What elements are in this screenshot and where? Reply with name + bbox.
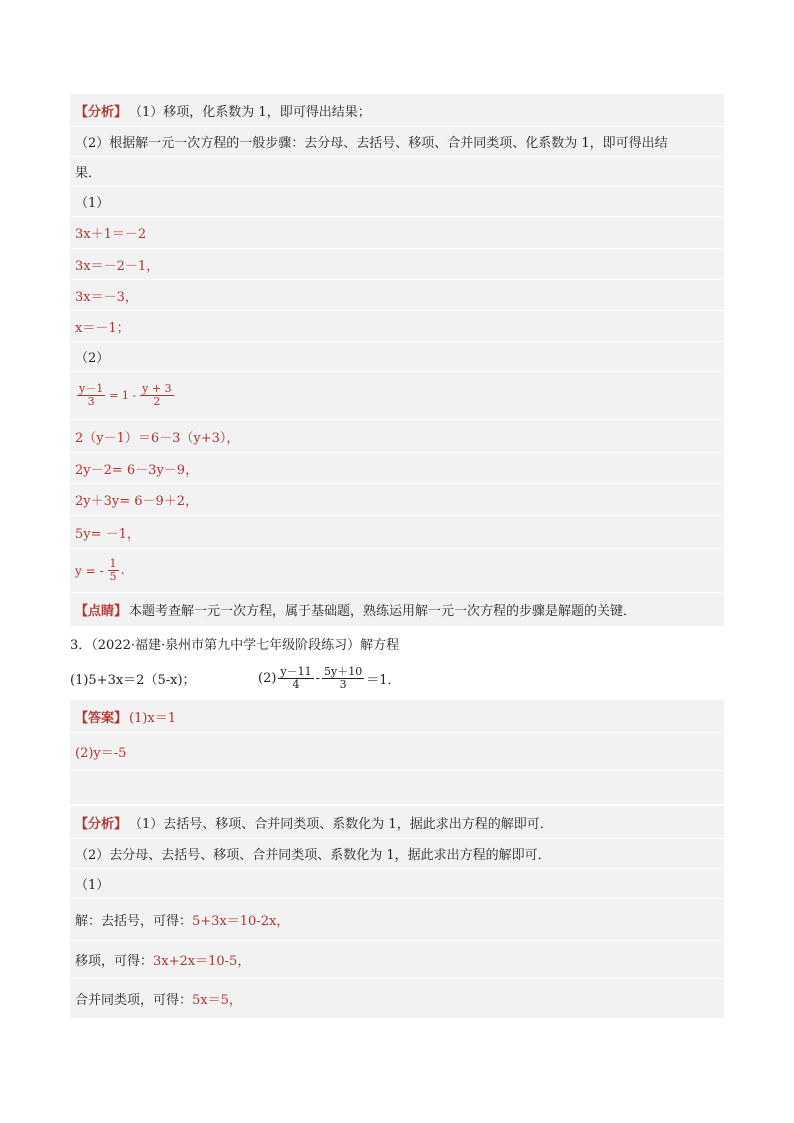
step-2-3: 2y－2= 6－3y－9， <box>70 453 724 484</box>
step-2-4: 2y＋3y= 6－9＋2， <box>70 484 724 516</box>
analysis-text-2b: 果． <box>75 166 102 181</box>
answer-tag: 【答案】 <box>75 710 128 726</box>
problem-3-fraction-b: $\frac{5y+10}{3}$ <box>324 664 363 691</box>
solution-block-1 <box>70 94 724 626</box>
analysis2-part1-label: （1） <box>70 869 724 899</box>
fraction-final: $\frac{1}{5}$ <box>109 557 117 583</box>
comment-text: 本题考查解一元一次方程，属于基础题，熟练运用解一元一次方程的步骤是解题的关键． <box>129 604 637 619</box>
answer-line-2: (2)y＝-5 <box>70 733 724 771</box>
step-1-2: 3x＝－2－1， <box>70 249 724 280</box>
step-1-1: 3x＋1＝－2 <box>70 217 724 249</box>
problem-3-fraction-a: $\frac{y-11}{4}$ <box>280 664 312 691</box>
analysis2-step-2: 移项，可得： 3x+2x＝10-5， <box>70 941 724 979</box>
analysis2-line-1: 【分析】 （1）去括号、移项、合并同类项、系数化为 1，据此求出方程的解即可． <box>70 806 724 839</box>
problem-3-title: 3．（2022·福建·泉州市第九中学七年级阶段练习）解方程 <box>70 637 400 653</box>
analysis2-step-1: 解：去括号，可得： 5+3x＝10-2x， <box>70 899 724 941</box>
solution-block-2 <box>70 806 724 1018</box>
analysis-line-3 <box>70 157 724 187</box>
analysis-line-2 <box>70 127 724 157</box>
step-2-2: 2（y－1）＝6－3（y+3）， <box>70 420 724 453</box>
analysis2-line-2: （2）去分母、去括号、移项、合并同类项、系数化为 1，据此求出方程的解即可． <box>70 839 724 869</box>
comment-tag: 【点睛】 <box>75 604 128 619</box>
analysis2-tag: 【分析】 <box>75 816 128 832</box>
part1-label: （1） <box>70 187 724 217</box>
problem-3-part1: (1)5+3x＝2（5-x)； <box>70 672 196 688</box>
fraction-right: $\frac{y + 3}{2}$ <box>142 382 172 408</box>
analysis-line-1 <box>70 94 724 127</box>
analysis2-step-3: 合并同类项，可得： 5x＝5， <box>75 993 242 1008</box>
problem-3-part2: (2) $\frac{y-11}{4}$ - $\frac{5y+10}{3}$ ＝1． <box>258 664 401 691</box>
analysis-text-1: （1）移项，化系数为 1，即可得出结果； <box>129 104 371 120</box>
step-1-3: 3x＝－3， <box>70 280 724 311</box>
step-1-4: x＝－1； <box>70 311 724 342</box>
analysis-text-2a: （2）根据解一元一次方程的一般步骤：去分母、去括号、移项、合并同类项、化系数为 1，即可得出结 <box>75 136 668 151</box>
comment-line <box>70 593 724 626</box>
fraction-left: $\frac{y-1}{3}$ <box>79 382 104 408</box>
fraction-equation: $\frac{y-1}{3}$ = 1 - $\frac{y + 3}{2}$ <box>70 372 724 420</box>
step-2-5: 5y= －1， <box>70 516 724 549</box>
analysis-tag: 【分析】 <box>75 104 128 120</box>
answer-block <box>70 700 724 804</box>
answer-line-1: 【答案】 (1)x＝1 <box>70 700 724 733</box>
part2-label: （2） <box>70 342 724 372</box>
problem-3-equations <box>70 658 724 698</box>
final-answer: y = - $\frac{1}{5}$ . <box>70 549 724 593</box>
